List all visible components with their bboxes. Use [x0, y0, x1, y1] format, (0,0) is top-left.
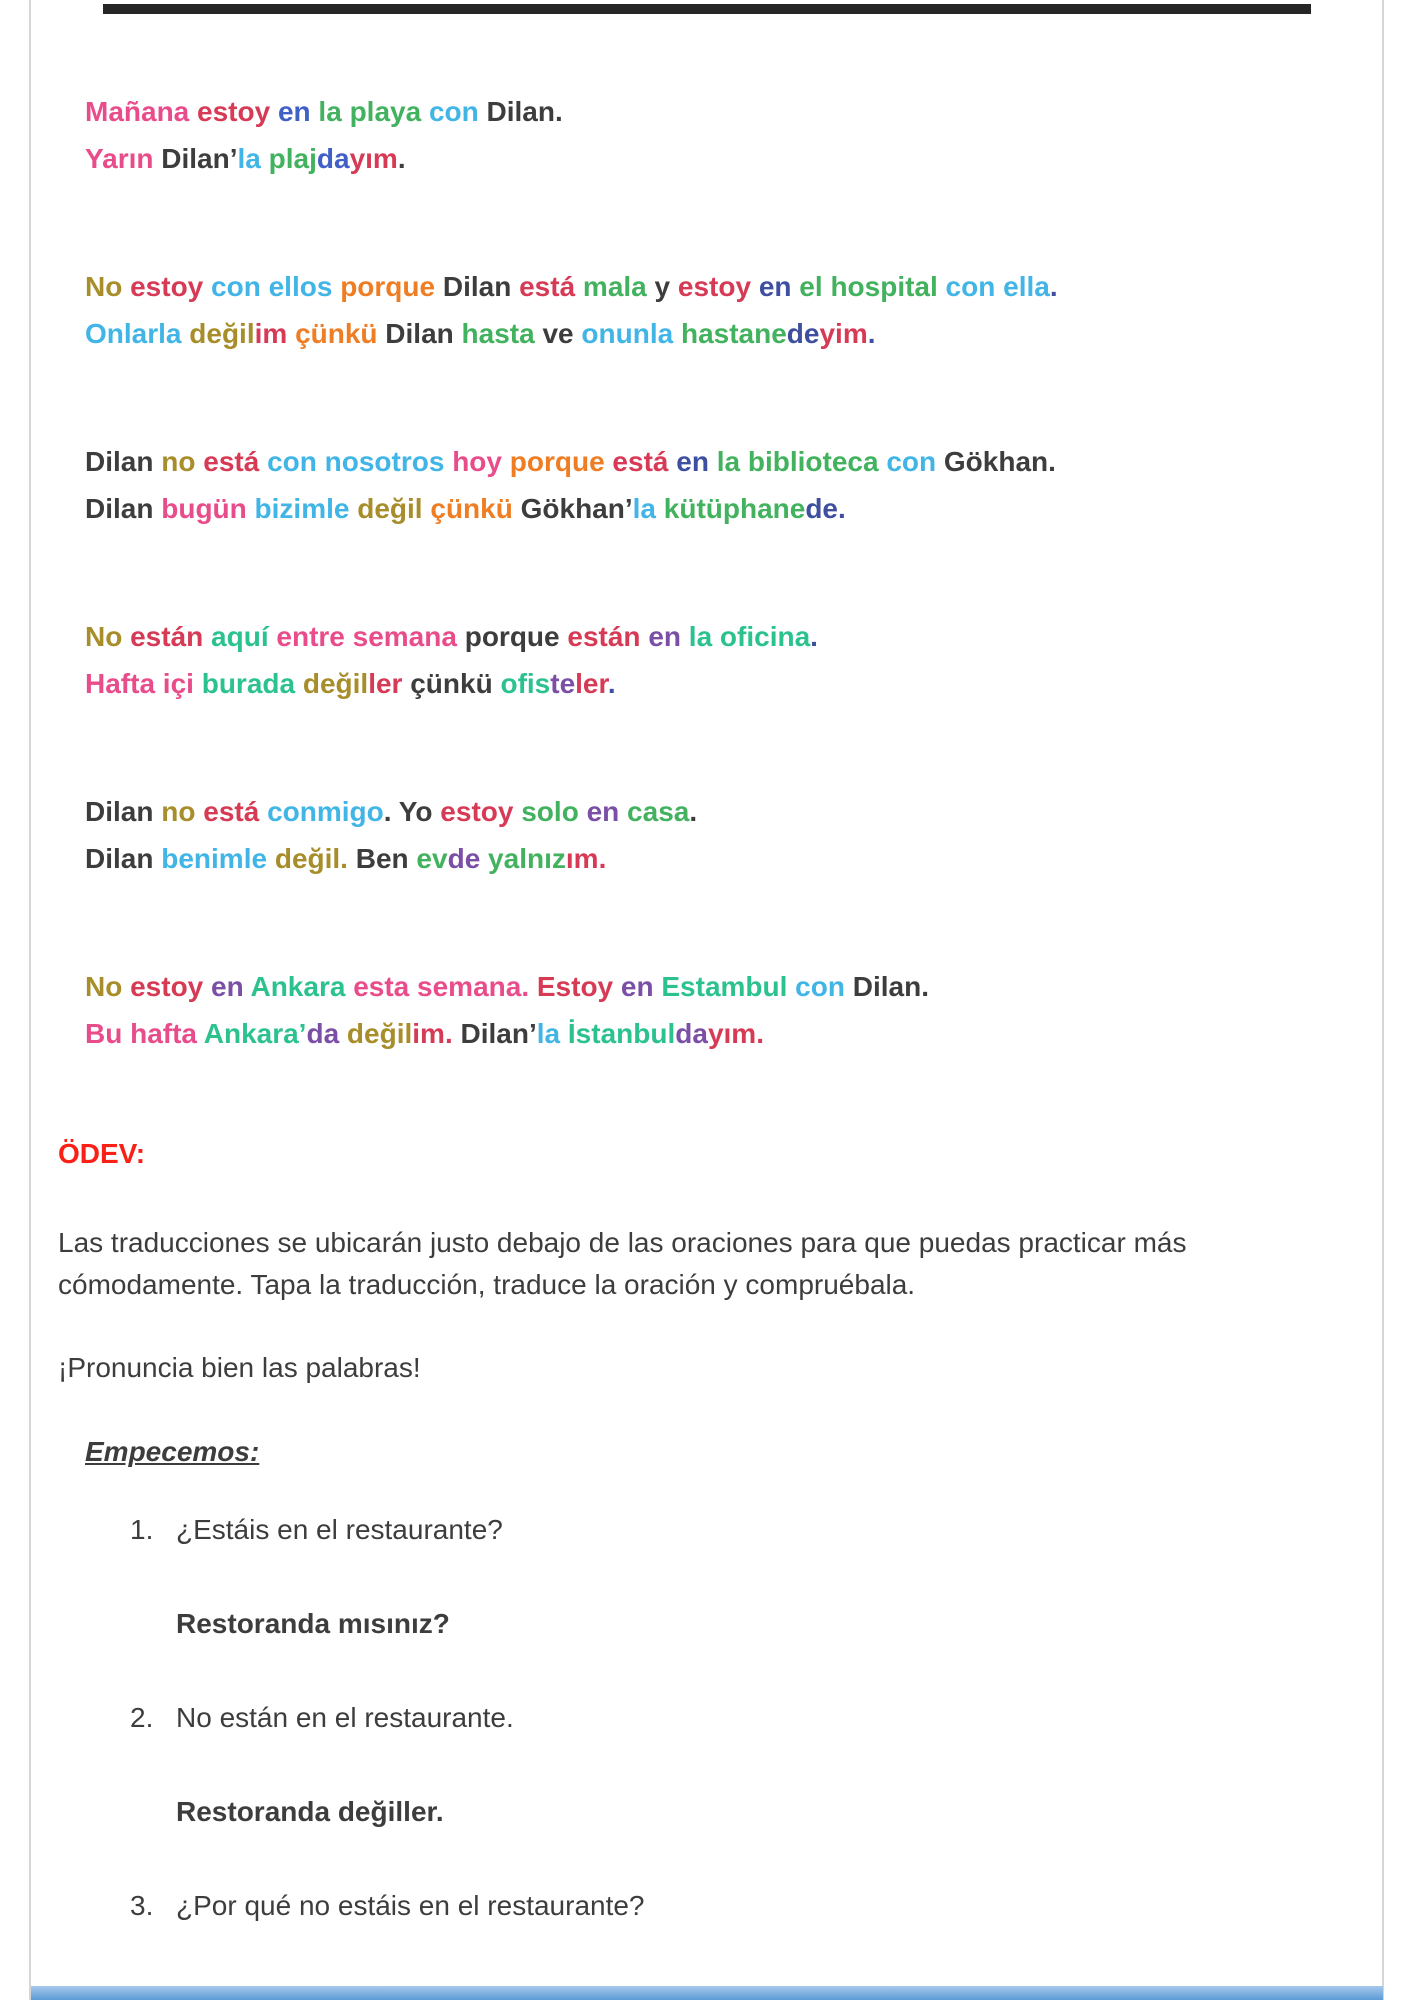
word-segment: estoy: [122, 971, 204, 1002]
word-segment: değil.: [267, 843, 348, 874]
word-segment: está: [604, 446, 669, 477]
word-segment: değil: [339, 1018, 413, 1049]
spanish-sentence: [85, 613, 1354, 660]
exercise-question-text: ¿Por qué no estáis en el restaurante?: [176, 1890, 645, 1921]
spanish-sentence: [85, 963, 1354, 1010]
word-segment: da: [306, 1018, 340, 1049]
word-segment: hoy: [444, 446, 502, 477]
turkish-sentence: [85, 835, 1354, 882]
word-segment: estoy: [432, 796, 514, 827]
word-segment: con nosotros: [259, 446, 445, 477]
word-segment: .: [397, 143, 406, 174]
exercise-answer-1: Restoranda mısınız?: [176, 1608, 450, 1639]
word-segment: en: [270, 96, 311, 127]
word-segment: porque: [501, 446, 605, 477]
word-segment: y: [646, 271, 671, 302]
word-segment: Gökhan.: [936, 446, 1056, 477]
word-segment: esta semana: [345, 971, 522, 1002]
word-segment: la playa: [310, 96, 422, 127]
word-segment: No: [85, 971, 123, 1002]
word-segment: Dilan’: [153, 143, 238, 174]
word-segment: değil: [349, 493, 423, 524]
word-segment: Dilan: [85, 796, 154, 827]
exercise-question-1: [130, 1514, 1354, 1546]
word-segment: estoy: [189, 96, 271, 127]
word-segment: de: [786, 318, 820, 349]
word-segment: .: [598, 843, 607, 874]
word-segment: ım: [565, 843, 599, 874]
word-segment: hastane: [673, 318, 787, 349]
word-segment: están: [559, 621, 641, 652]
word-segment: con: [878, 446, 937, 477]
word-segment: casa: [619, 796, 690, 827]
word-segment: Dilan’: [452, 1018, 537, 1049]
word-segment: está: [511, 271, 576, 302]
word-segment: Estambul: [653, 971, 788, 1002]
sentence-pair: [85, 88, 1354, 182]
word-segment: con ellos: [203, 271, 333, 302]
word-segment: im: [254, 318, 288, 349]
word-segment: ev: [408, 843, 448, 874]
word-segment: onunla: [573, 318, 674, 349]
lets-start-heading: Empecemos:: [85, 1436, 260, 1467]
word-segment: entre semana: [268, 621, 457, 652]
word-segment: la: [237, 143, 261, 174]
word-segment: está: [195, 446, 260, 477]
spanish-sentence: [85, 788, 1354, 835]
word-segment: .: [867, 318, 876, 349]
word-segment: no: [153, 796, 196, 827]
word-segment: no: [153, 446, 196, 477]
sentence-pair: [85, 613, 1354, 707]
word-segment: Dilan: [377, 318, 454, 349]
exercise-question-2: [130, 1702, 1354, 1734]
footer-blue-bar: [31, 1986, 1383, 2000]
word-segment: çünkü: [402, 668, 493, 699]
homework-intro: Las traducciones se ubicarán justo debajo de las oraciones para que puedas practicar más cómodamente. Tapa la traducción, traduce la oración y compruébala.: [58, 1227, 1187, 1300]
sentence-pair: [85, 963, 1354, 1057]
word-segment: con: [421, 96, 479, 127]
word-segment: No: [85, 271, 123, 302]
word-segment: hasta: [453, 318, 535, 349]
exercise-number: 1.: [130, 1514, 154, 1545]
word-segment: yim: [819, 318, 868, 349]
word-segment: la biblioteca: [708, 446, 879, 477]
word-segment: en: [578, 796, 620, 827]
exercise-question-text: ¿Estáis en el restaurante?: [176, 1514, 503, 1545]
word-segment: aquí: [203, 621, 269, 652]
word-segment: conmigo: [259, 796, 384, 827]
word-segment: Bu hafta: [85, 1018, 197, 1049]
word-segment: bizimle: [246, 493, 350, 524]
homework-heading: ÖDEV:: [58, 1138, 146, 1169]
word-segment: çünkü: [422, 493, 513, 524]
word-segment: mala: [575, 271, 647, 302]
sentence-pair: [85, 788, 1354, 882]
word-segment: değil: [295, 668, 369, 699]
word-segment: yalnız: [480, 843, 566, 874]
spanish-sentence: [85, 263, 1354, 310]
word-segment: .: [756, 1018, 764, 1049]
word-segment: el hospital: [791, 271, 938, 302]
word-segment: Estoy: [529, 971, 614, 1002]
word-segment: ve: [534, 318, 574, 349]
word-segment: Yarın: [85, 143, 154, 174]
word-segment: porque: [456, 621, 560, 652]
word-segment: ler: [368, 668, 403, 699]
word-segment: değil: [181, 318, 255, 349]
turkish-sentence: [85, 660, 1354, 707]
turkish-sentence: [85, 485, 1354, 532]
word-segment: de: [447, 843, 481, 874]
word-segment: Dilan: [85, 843, 154, 874]
word-segment: Hafta içi: [85, 668, 194, 699]
word-segment: Onlarla: [85, 318, 182, 349]
word-segment: .: [838, 493, 846, 524]
word-segment: yım: [707, 1018, 757, 1049]
word-segment: la oficina: [681, 621, 811, 652]
word-segment: burada: [193, 668, 296, 699]
word-segment: .: [521, 971, 530, 1002]
word-segment: en: [613, 971, 654, 1002]
word-segment: .: [689, 796, 698, 827]
word-segment: da: [316, 143, 350, 174]
word-segment: estoy: [122, 271, 204, 302]
word-segment: está: [195, 796, 260, 827]
word-segment: Ben: [347, 843, 409, 874]
word-segment: .: [1049, 271, 1058, 302]
word-segment: con ella: [937, 271, 1050, 302]
word-segment: bugün: [153, 493, 247, 524]
word-segment: con: [787, 971, 845, 1002]
word-segment: plaj: [260, 143, 317, 174]
word-segment: çünkü: [287, 318, 378, 349]
exercise-answer-2: Restoranda değiller.: [176, 1796, 444, 1827]
word-segment: en: [640, 621, 682, 652]
spanish-sentence: [85, 88, 1354, 135]
word-segment: .: [810, 621, 818, 652]
sentence-pair: [85, 438, 1354, 532]
exercise-question-3: [130, 1890, 1354, 1922]
exercise-question-text: No están en el restaurante.: [176, 1702, 514, 1733]
word-segment: te: [550, 668, 576, 699]
word-segment: en: [668, 446, 709, 477]
word-segment: Mañana: [85, 96, 190, 127]
word-segment: Dilan.: [478, 96, 563, 127]
word-segment: yım: [349, 143, 398, 174]
word-segment: ler: [575, 668, 608, 699]
word-segment: solo: [513, 796, 579, 827]
word-segment: .: [383, 796, 392, 827]
exercise-number: 2.: [130, 1702, 154, 1733]
turkish-sentence: [85, 135, 1354, 182]
word-segment: Dilan: [85, 493, 154, 524]
word-segment: im: [412, 1018, 445, 1049]
word-segment: la: [632, 493, 656, 524]
turkish-sentence: [85, 310, 1354, 357]
word-segment: İstanbul: [560, 1018, 676, 1049]
word-segment: ofis: [492, 668, 551, 699]
word-segment: Dilan: [85, 446, 154, 477]
word-segment: Dilan.: [844, 971, 929, 1002]
word-segment: Dilan: [435, 271, 512, 302]
word-segment: estoy: [670, 271, 752, 302]
word-segment: kütüphane: [655, 493, 806, 524]
word-segment: No: [85, 621, 123, 652]
word-segment: en: [203, 971, 244, 1002]
turkish-sentence: [85, 1010, 1354, 1057]
word-segment: da: [675, 1018, 708, 1049]
word-segment: están: [122, 621, 204, 652]
word-segment: en: [751, 271, 792, 302]
word-segment: de: [805, 493, 839, 524]
word-segment: .: [444, 1018, 453, 1049]
word-segment: Ankara: [243, 971, 346, 1002]
word-segment: .: [607, 668, 616, 699]
pronounce-note: ¡Pronuncia bien las palabras!: [58, 1352, 421, 1383]
word-segment: benimle: [153, 843, 268, 874]
exercise-number: 3.: [130, 1890, 154, 1921]
spanish-sentence: [85, 438, 1354, 485]
sentences: [58, 88, 1354, 1057]
sentence-pair: [85, 263, 1354, 357]
word-segment: porque: [332, 271, 436, 302]
word-segment: la: [536, 1018, 561, 1049]
word-segment: Yo: [391, 796, 433, 827]
word-segment: Ankara’: [197, 1018, 307, 1049]
word-segment: Gökhan’: [512, 493, 633, 524]
